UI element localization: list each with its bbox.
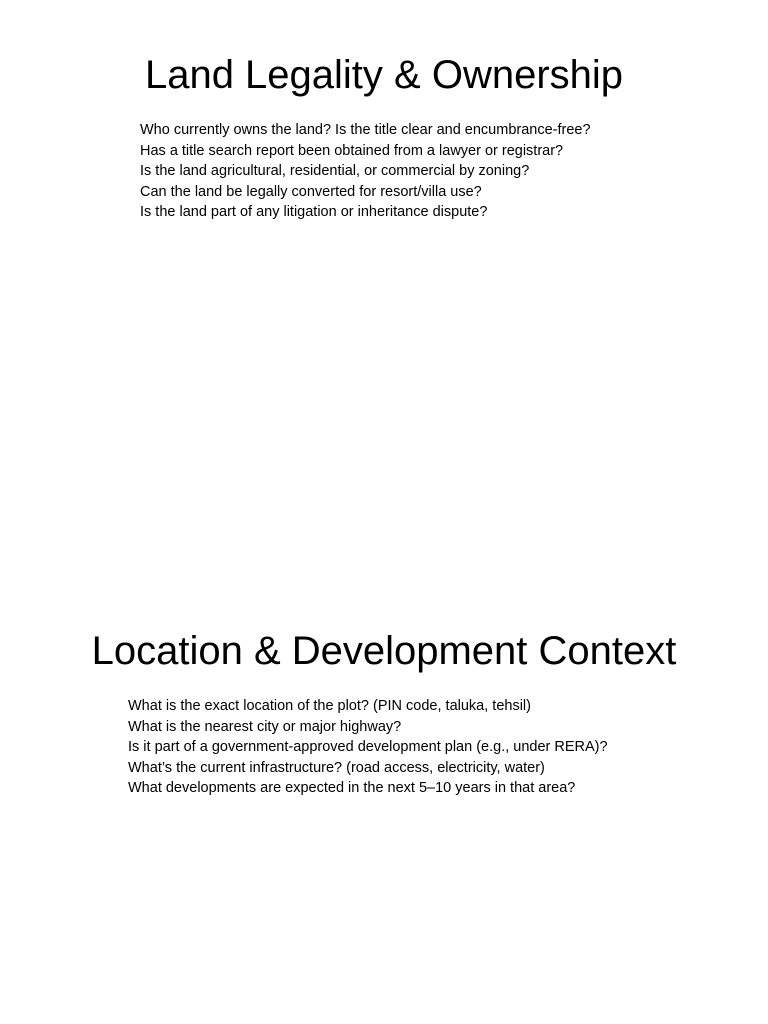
question-item: What developments are expected in the next 5–10 years in that area? bbox=[128, 780, 576, 796]
section-title-land-legality: Land Legality & Ownership bbox=[144, 53, 624, 97]
question-item: What is the nearest city or major highway? bbox=[128, 718, 402, 735]
question-item: Is it part of a government-approved development plan (e.g., under RERA)? bbox=[128, 739, 608, 755]
question-item: Has a title search report been obtained from a lawyer or registrar? bbox=[140, 142, 564, 159]
land-legality-question-list bbox=[140, 120, 591, 223]
question-item: Is the land part of any litigation or inheritance dispute? bbox=[140, 204, 488, 220]
question-item: Can the land be legally converted for resort/villa use? bbox=[140, 183, 482, 200]
question-item: What’s the current infrastructure? (road access, electricity, water) bbox=[128, 759, 545, 776]
question-item: Is the land agricultural, residential, or commercial by zoning? bbox=[140, 163, 530, 179]
question-item: What is the exact location of the plot? (PIN code, taluka, tehsil) bbox=[128, 698, 531, 714]
section-title-location-context: Location & Development Context bbox=[91, 629, 677, 673]
location-context-question-list bbox=[128, 696, 608, 799]
question-item: Who currently owns the land? Is the title clear and encumbrance-free? bbox=[140, 122, 591, 138]
